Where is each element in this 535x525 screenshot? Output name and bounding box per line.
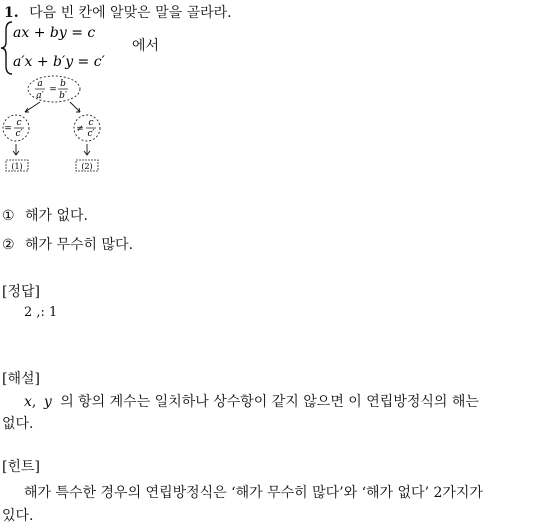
problem-instruction: 다음 빈 칸에 알맞은 말을 골라라.: [29, 5, 232, 21]
top-num-a: a: [37, 79, 43, 89]
hint-line-2: 있다.: [2, 508, 34, 524]
equation-1: ax + by = c: [13, 25, 96, 41]
choice-2-text: 해가 무수히 많다.: [25, 237, 134, 253]
top-num-b: b: [60, 79, 66, 89]
choice-1: [2, 205, 88, 225]
hint-header: [힌트]: [2, 459, 40, 475]
hint-line-1: 해가 특수한 경우의 연립방정식은 ‘해가 무수히 많다’와 ‘해가 없다’ 2가지가: [24, 485, 483, 501]
answer-body: 2 ,: 1: [24, 305, 58, 320]
variable-y: y: [43, 394, 52, 410]
top-eq: =: [49, 85, 57, 95]
right-den: c′: [87, 129, 95, 139]
top-den-a: a′: [36, 91, 44, 101]
explanation-line-1: [24, 391, 479, 411]
choice-2-marker: ②: [2, 237, 15, 253]
variable-x: x: [24, 394, 32, 410]
explanation-line-1-text: 의 항의 계수는 일치하나 상수항이 같지 않으면 이 연립방정식의 해는: [60, 394, 479, 410]
left-brace: [1, 22, 12, 74]
arrow-right: [70, 102, 80, 112]
answer-header: [정답]: [2, 284, 40, 300]
top-den-b: b′: [59, 91, 67, 101]
blank-label-1: (1): [11, 162, 23, 171]
comma: ,: [31, 394, 37, 410]
equation-system: [0, 18, 120, 78]
choice-2: [2, 234, 133, 254]
problem-number: 1.: [4, 5, 19, 21]
right-sign: ≠: [76, 124, 84, 134]
choice-1-marker: ①: [2, 208, 15, 224]
left-den: c′: [15, 129, 23, 139]
left-num: c: [16, 118, 22, 128]
left-sign: =: [4, 124, 12, 134]
right-num: c: [88, 118, 94, 128]
arrow-left: [25, 102, 40, 112]
blank-label-2: (2): [81, 162, 93, 171]
equation-2: a′x + b′y = c′: [13, 54, 105, 70]
system-suffix: 에서: [132, 38, 160, 54]
explanation-header: [해설]: [2, 371, 40, 387]
ratio-diagram: [0, 72, 115, 174]
choice-1-text: 해가 없다.: [25, 208, 89, 224]
explanation-line-2: 없다.: [2, 416, 34, 432]
